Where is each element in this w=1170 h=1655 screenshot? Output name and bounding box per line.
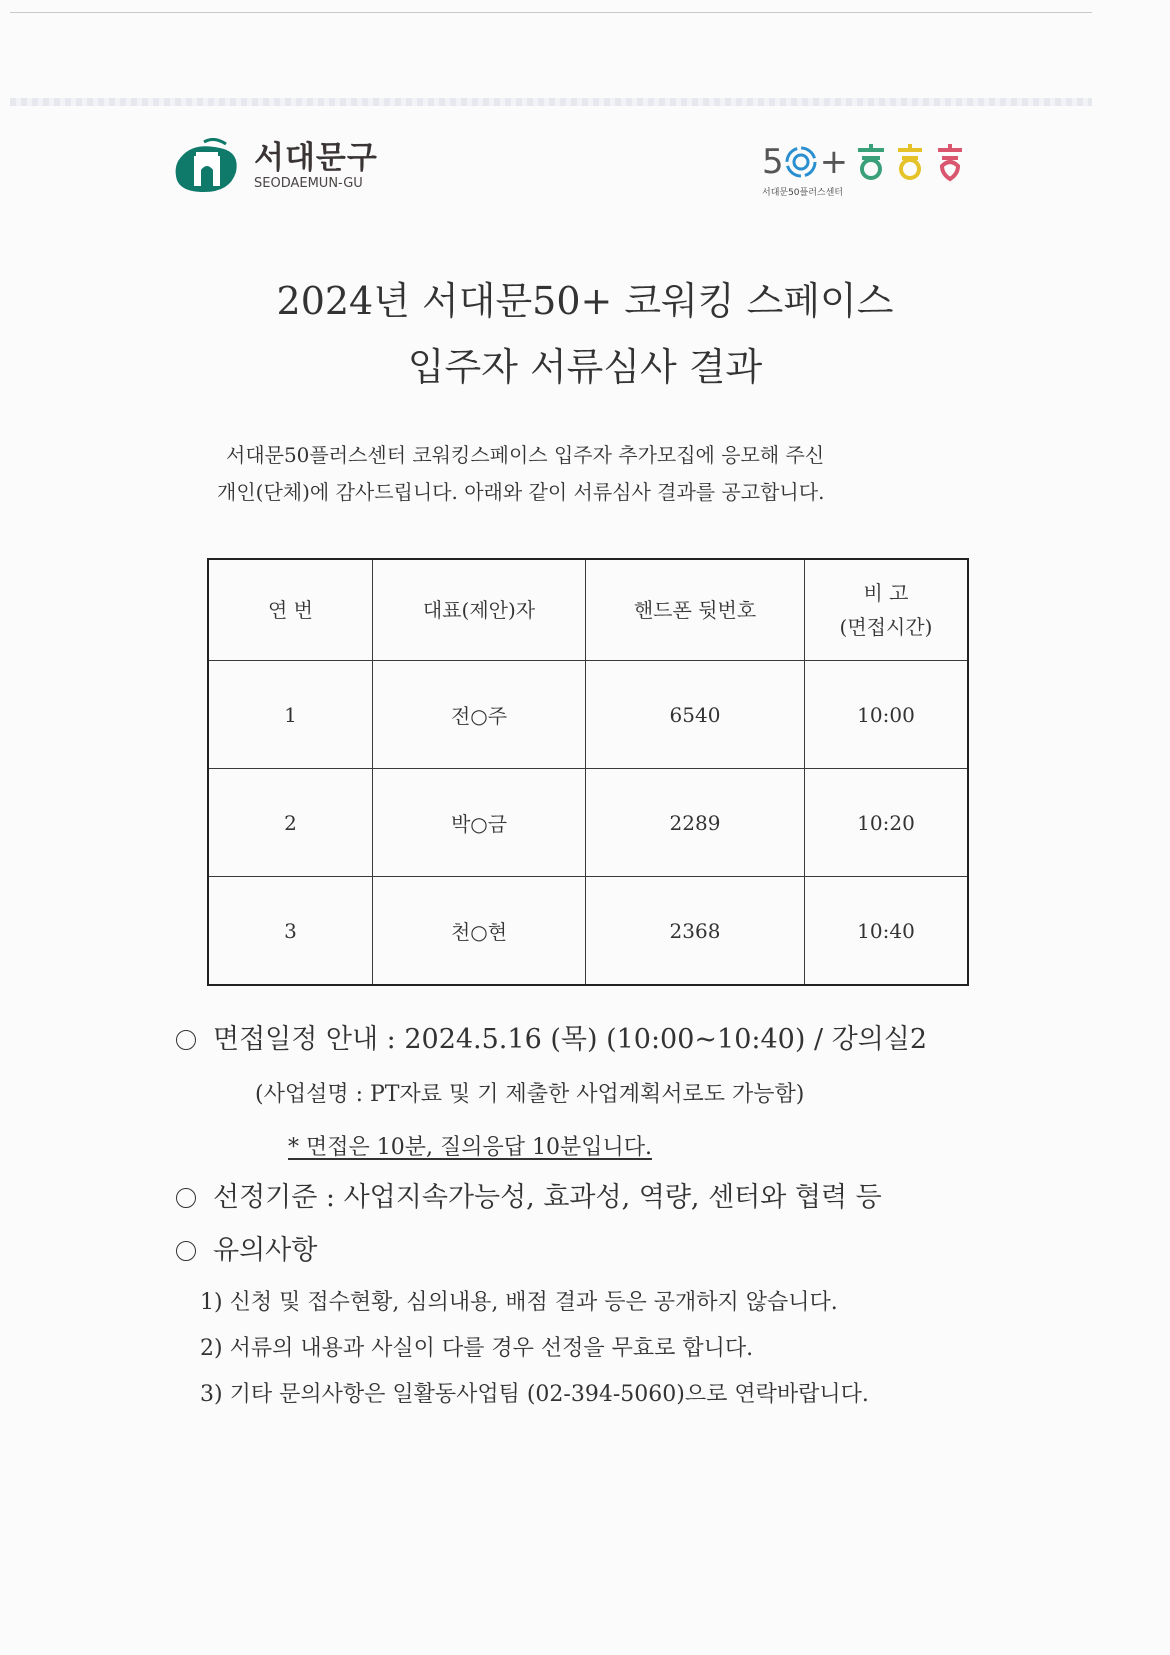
- header-name: 대표(제안)자: [373, 559, 586, 661]
- caution-item: 1) 신청 및 접수현황, 심의내용, 배점 결과 등은 공개하지 않습니다.: [200, 1290, 838, 1315]
- cell-no: 1: [208, 661, 373, 769]
- cautions-title: 유의사항: [213, 1235, 318, 1266]
- table-row: [208, 661, 968, 769]
- cell-time: 10:40: [805, 877, 969, 986]
- header-band: [10, 98, 1092, 106]
- header-remarks-label: 비 고: [863, 581, 909, 605]
- table-row: [208, 769, 968, 877]
- cell-time: 10:20: [805, 769, 969, 877]
- intro-line1: 서대문50플러스센터 코워킹스페이스 입주자 추가모집에 응모해 주신: [226, 443, 825, 467]
- gate-emblem-icon: [174, 138, 242, 196]
- circle-bullet-icon: [176, 1188, 196, 1208]
- intro-line2: 개인(단체)에 감사드립니다. 아래와 같이 서류심사 결과를 공고합니다.: [217, 480, 825, 504]
- page-title-line2: 입주자 서류심사 결과: [407, 345, 763, 389]
- cell-no: 2: [208, 769, 373, 877]
- cell-phone: 6540: [586, 661, 805, 769]
- logo-five: 5: [762, 142, 784, 182]
- schedule-subtext: (사업설명 : PT자료 및 기 제출한 사업계획서로도 가능함): [255, 1082, 805, 1107]
- criteria-text: 선정기준 : 사업지속가능성, 효과성, 역량, 센터와 협력 등: [213, 1182, 882, 1213]
- seodaemun-50plus-logo: [762, 142, 974, 198]
- table-row: [208, 877, 968, 986]
- page-title-line1: 2024년 서대문50+ 코워킹 스페이스: [276, 279, 894, 323]
- results-table: [207, 558, 969, 986]
- schedule-note: * 면접은 10분, 질의응답 10분입니다.: [288, 1135, 652, 1160]
- cautions-heading: [176, 1233, 317, 1269]
- table-header-row: [208, 559, 968, 661]
- criteria-notice: [176, 1180, 882, 1216]
- logo-subtitle: 서대문50플러스센터: [762, 188, 844, 198]
- header-remarks-sub: (면접시간): [839, 615, 933, 639]
- header-phone: 핸드폰 뒷번호: [586, 559, 805, 661]
- cell-phone: 2289: [586, 769, 805, 877]
- cell-name: 전○주: [373, 661, 586, 769]
- header-no: 연 번: [208, 559, 373, 661]
- logo-name-ko: 서대문구: [254, 140, 378, 176]
- cell-time: 10:00: [805, 661, 969, 769]
- schedule-notice: [176, 1022, 927, 1058]
- cell-phone: 2368: [586, 877, 805, 986]
- schedule-text: 면접일정 안내 : 2024.5.16 (목) (10:00~10:40) / 강의실2: [213, 1024, 928, 1055]
- logo-name-en: SEODAEMUN-GU: [254, 176, 363, 191]
- logo-plus: +: [819, 142, 849, 182]
- cell-no: 3: [208, 877, 373, 986]
- cell-name: 박○금: [373, 769, 586, 877]
- seodaemun-gu-logo: [174, 138, 378, 196]
- caution-item: 3) 기타 문의사항은 일활동사업팀 (02-394-5060)으로 연락바랍니다.: [200, 1382, 869, 1407]
- caution-item: 2) 서류의 내용과 사실이 다를 경우 선정을 무효로 합니다.: [200, 1336, 754, 1361]
- cell-name: 천○현: [373, 877, 586, 986]
- hangul-glyph-icons: [854, 142, 974, 182]
- header-remarks: [805, 559, 969, 661]
- top-border-line: [10, 12, 1092, 13]
- circle-bullet-icon: [176, 1030, 196, 1050]
- circle-bullet-icon: [176, 1241, 196, 1261]
- ring-zero-icon: [784, 145, 818, 179]
